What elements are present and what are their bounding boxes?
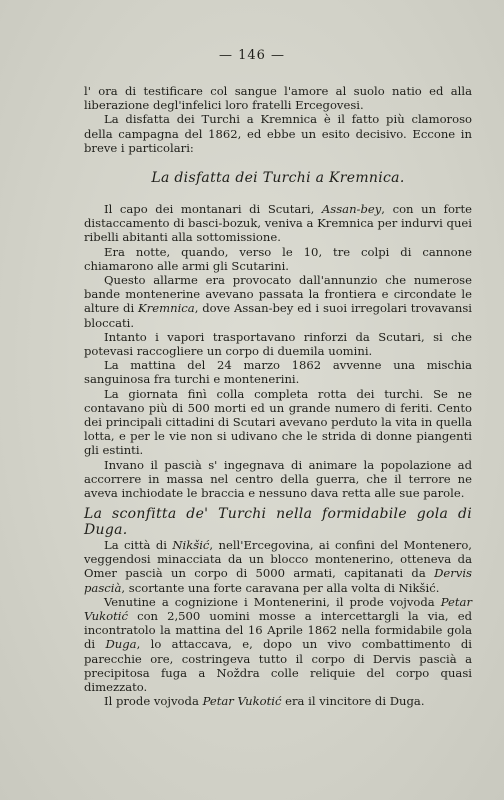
section-heading-duga: La sconfitta de' Turchi nella formidabile gola di Duga. [84,506,472,538]
paragraph: La città di Nikšić, nell'Ercegovina, ai confini del Montenero, veggendosi minacciata da un blocco montenerino, otteneva da Omer pascià un corpo di 5000 armati, capitanati da Dervis pascià, scortante una forte caravana per alla volta di Nikšić. [84,538,472,595]
paragraph: Era notte, quando, verso le 10, tre colpi di cannone chiamarono alle armi gli Scutarini. [84,244,472,273]
paragraph: Il capo dei montanari di Scutari, Assan-bey, con un forte distaccamento di basci-bozuk, veniva a Kremnica per indurvi quei ribelli abitanti alla sottomissione. [84,202,472,245]
kremnica-text-block [84,202,472,500]
paragraph: Invano il pascià s' ingegnava di animare la popolazione ad accorrere in massa nel centro della guerra, che il terrore ne aveva inchiodate le braccia e nessuno dava retta alle sue parole. [84,457,472,501]
paragraph: Questo allarme era provocato dall'annunzio che numerose bande montenerine avevano passata la frontiera e circondate le alture di Kremnica, dove Assan-bey ed i suoi irregolari trovavansi bloccati. [84,273,472,330]
paragraph: Il prode vojvoda Petar Vukotić era il vincitore di Duga. [104,694,425,709]
page-number: — 146 — [218,48,286,63]
paragraph: Intanto i vapori trasportavano rinforzi da Scutari, si che potevasi raccogliere un corpo di duemila uomini. [84,329,472,359]
section-heading-kremnica: La disfatta dei Turchi a Kremnica. [151,170,405,186]
paragraph: La mattina del 24 marzo 1862 avvenne una mischia sanguinosa fra turchi e montenerini. [84,358,472,387]
paragraph: Venutine a cognizione i Montenerini, il prode vojvoda Petar Vukotić con 2,500 uomini mosse a intercettargli la via, ed incontratolo la mattina del 16 Aprile 1862 nella formidabile gola di Duga, lo attaccava, e, dopo un vivo combattimento di parecchie ore, costringeva tutto il corpo di Dervis pascià a precipitosa fuga a Noždra colle reliquie del corpo quasi dimezzato. [84,594,472,695]
intro-text-block [84,84,472,155]
paragraph: La giornata finì colla completa rotta dei turchi. Se ne contavano più di 500 morti ed un grande numero di feriti. Cento dei principali cittadini di Scutari avevano perduto la vita in quella lotta, e per le vie non si udivano che le strida di donne piangenti gli estinti. [84,386,472,458]
paragraph: l' ora di testificare col sangue l'amore al suolo natio ed alla liberazione degl'infelici loro fratelli Ercegovesi. [84,84,472,113]
duga-text-block [84,538,472,708]
paragraph: La disfatta dei Turchi a Kremnica è il fatto più clamoroso della campagna del 1862, ed ebbe un esito decisivo. Eccone in breve i particolari: [84,112,472,155]
